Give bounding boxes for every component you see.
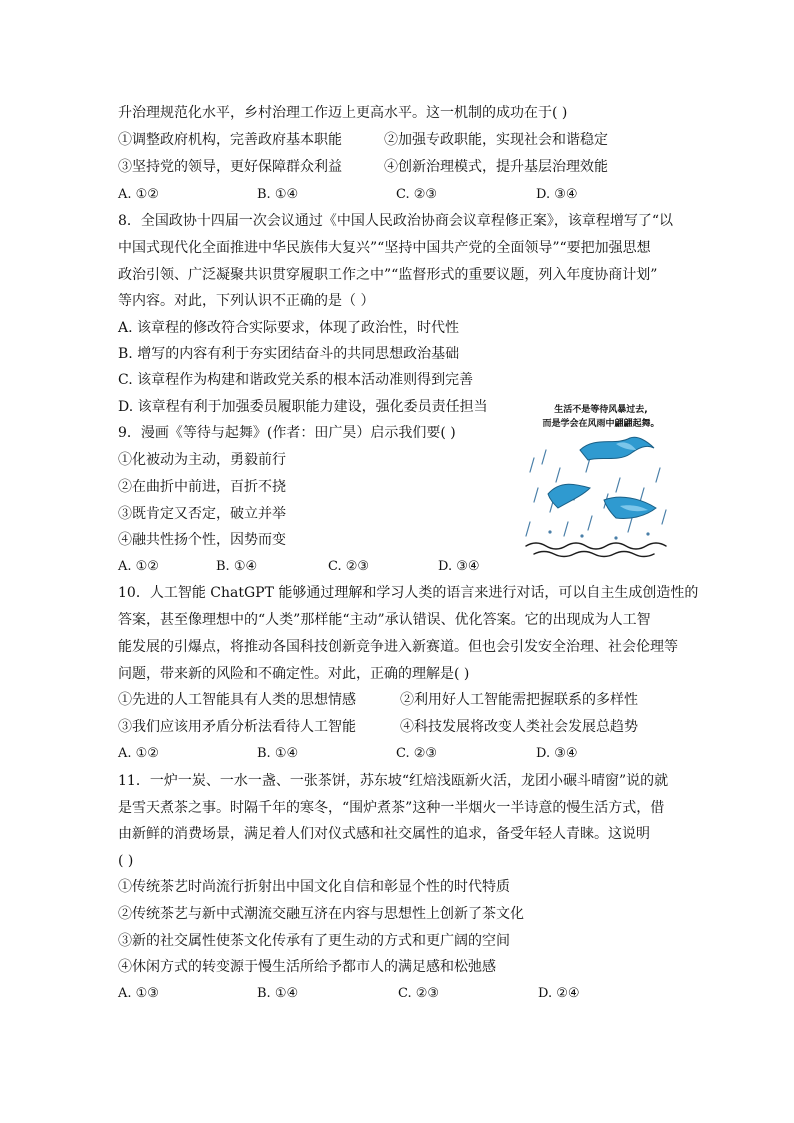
q10-stem-line-1: 10．人工智能 ChatGPT 能够通过理解和学习人类的语言来进行对话，可以自主生成创造性的 [118,585,699,601]
q7-statement-3: ③坚持党的领导，更好保障群众利益 [118,159,342,175]
q11-stem-line-1: 11．一炉一炭、一水一盏、一张茶饼，苏东坡“红焙浅瓯新火活，龙团小碾斗晴窗”说的就 [118,773,669,789]
q9-statement-2: ②在曲折中前进，百折不挠 [118,479,286,495]
q11-stem-line-2: 是雪天煮茶之事。时隔千年的寒冬，“围炉煮茶”这种一半烟火一半诗意的慢生活方式，借 [118,800,665,816]
q11-stem-line-3: 由新鲜的消费场景，满足着人们对仪式感和社交属性的追求，备受年轻人青睐。这说明 [118,826,650,842]
q11-option-d: D. ②④ [538,986,580,1001]
q11-stem-line-4: ( ) [118,853,134,869]
q11-option-a: A. ①③ [118,986,159,1001]
q10-option-d: D. ③④ [536,746,578,761]
q9-option-a: A. ①② [118,559,159,574]
q8-option-d: D. 该章程有利于加强委员履职能力建设，强化委员责任担当 [118,399,488,415]
q10-option-c: C. ②③ [396,746,438,761]
q9-option-c: C. ②③ [328,559,370,574]
q7-options [118,186,678,204]
q8-stem-line-2: 中国式现代化全面推进中华民族伟大复兴”“坚持中国共产党的全面领导”“要把加强思想 [118,240,651,256]
q11-statement-2: ②传统茶艺与新中式潮流交融互济在内容与思想性上创新了茶文化 [118,906,524,922]
q10-statement-2: ②利用好人工智能需把握联系的多样性 [400,692,638,708]
q10-statement-1: ①先进的人工智能具有人类的思想情感 [118,692,356,708]
q9-option-d: D. ③④ [438,559,480,574]
q10-statement-3: ③我们应该用矛盾分析法看待人工智能 [118,719,356,735]
q7-statement-2: ②加强专政职能，实现社会和谐稳定 [384,132,608,148]
q7-statement-4: ④创新治理模式，提升基层治理效能 [384,159,608,175]
q7-statement-1: ①调整政府机构，完善政府基本职能 [118,132,342,148]
q11-option-c: C. ②③ [398,986,440,1001]
q9-statement-3: ③既肯定又否定，破立并举 [118,506,286,522]
q8-stem-line-1: 8．全国政协十四届一次会议通过《中国人民政治协商会议章程修正案》，该章程增写了“以 [118,213,674,229]
q7-option-b: B. ①④ [257,187,299,202]
q9-statement-4: ④融共性扬个性，因势而变 [118,532,286,548]
storm-dance-cartoon [520,398,680,562]
q9-statement-1: ①化被动为主动，勇毅前行 [118,452,286,468]
q11-statement-1: ①传统茶艺时尚流行折射出中国文化自信和彰显个性的时代特质 [118,879,510,895]
q9-option-b: B. ①④ [216,559,258,574]
q8-stem-line-4: 等内容。对此，下列认识不正确的是（ ） [118,293,375,309]
q10-option-a: A. ①② [118,746,159,761]
q10-options [118,745,678,763]
q7-stem-tail: 升治理规范化水平，乡村治理工作迈上更高水平。这一机制的成功在于( ) [118,105,568,121]
q7-option-d: D. ③④ [536,187,578,202]
q8-option-c: C. 该章程作为构建和谐政党关系的根本活动准则得到完善 [118,372,474,388]
q9-stem: 9．漫画《等待与起舞》(作者：田广昊）启示我们要( ) [118,425,456,441]
q11-statement-4: ④休闲方式的转变源于慢生活所给予都市人的满足感和松弛感 [118,959,496,975]
cartoon-caption-line-2: 而是学会在风雨中翩翩起舞。 [542,419,660,429]
q11-statement-3: ③新的社交属性使茶文化传承有了更生动的方式和更广阔的空间 [118,933,510,949]
q10-stem-line-2: 答案，甚至像理想中的“人类”那样能“主动”承认错误、优化答案。它的出现成为人工智 [118,612,651,628]
q8-option-b: B. 增写的内容有利于夯实团结奋斗的共同思想政治基础 [118,346,460,362]
q11-options [118,985,678,1003]
q10-stem-line-3: 能发展的引爆点，将推动各国科技创新竞争进入新赛道。但也会引发安全治理、社会伦理等 [118,639,678,655]
q7-option-c: C. ②③ [396,187,438,202]
q11-option-b: B. ①④ [257,986,299,1001]
q7-option-a: A. ①② [118,187,159,202]
q10-stem-line-4: 问题，带来新的风险和不确定性。对此，正确的理解是( ) [118,666,470,682]
q8-stem-line-3: 政治引领、广泛凝聚共识贯穿履职工作之中”“监督形式的重要议题，列入年度协商计划” [118,267,658,283]
q10-statement-4: ④科技发展将改变人类社会发展总趋势 [400,719,638,735]
q10-option-b: B. ①④ [257,746,299,761]
cartoon-caption-line-1: 生活不是等待风暴过去, [554,405,648,415]
q8-option-a: A. 该章程的修改符合实际要求，体现了政治性，时代性 [118,320,460,336]
